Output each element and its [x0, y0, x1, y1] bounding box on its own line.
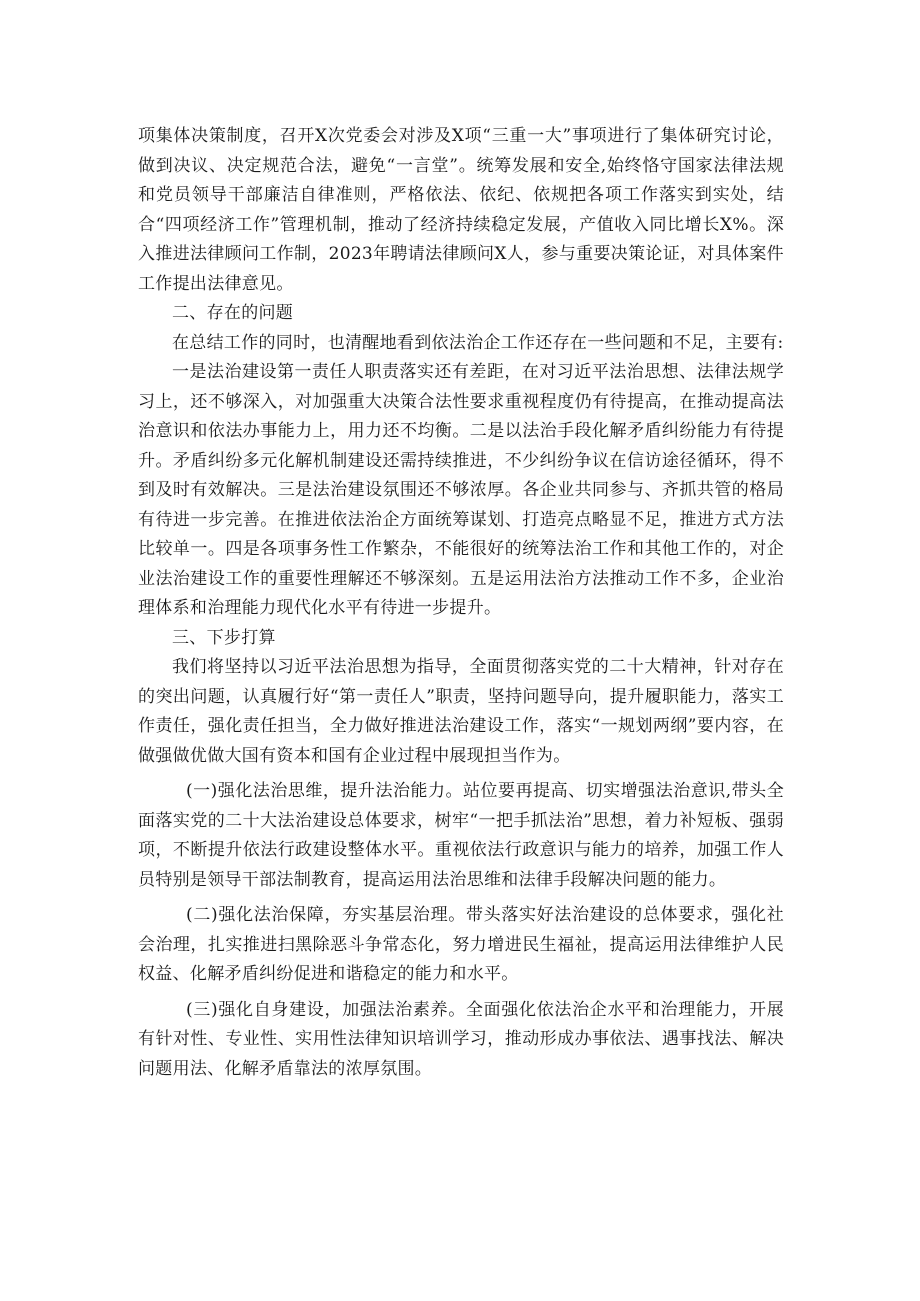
paragraph-problems-intro: 在总结工作的同时，也清醒地看到依法治企工作还存在一些问题和不足，主要有:: [172, 332, 784, 353]
paragraph-intro: 项集体决策制度，召开X次党委会对涉及X项“三重一大”事项进行了集体研究讨论，做到决议、决定规范合法，避免“一言堂”。统筹发展和安全,始终恪守国家法律法规和党员领导干部廉洁自律准则，严格依法、依纪、依规把各项工作落实到实处，结合“四项经济工作”管理机制，推动了经济持续稳定发展，产值收入同比增长X%。深入推进法律顾问工作制，2023年聘请法律顾问X人，参与重要决策论证，对具体案件工作提出法律意见。: [138, 126, 784, 294]
section-heading-problems: 二、存在的问题: [172, 303, 294, 323]
plan-item-1: (一)强化法治思维，提升法治能力。站位要再提高、切实增强法治意识,带头全面落实党的二十大法治建设总体要求，树牢“一把手抓法治”思想，着力补短板、强弱项，不断提升依法行政建设整体水平。重视依法行政意识与能力的培养，加强工作人员特别是领导干部法制教育，提高运用法治思维和法律手段解决问题的能力。: [138, 781, 784, 890]
section-heading-plan: 三、下步打算: [172, 627, 276, 648]
paragraph-problems: 一是法治建设第一责任人职责落实还有差距，在对习近平法治思想、法律法规学习上，还不够深入，对加强重大决策合法性要求重视程度仍有待提高，在推动提高法治意识和依法办事能力上，用力还不均衡。二是以法治手段化解矛盾纠纷能力有待提升。矛盾纠纷多元化解机制建设还需持续推进，不少纠纷争议在信访途径循环，得不到及时有效解决。三是法治建设氛围还不够浓厚。各企业共同参与、齐抓共管的格局有待进一步完善。在推进依法治企方面统筹谋划、打造亮点略显不足，推进方式方法比较单一。四是各项事务性工作繁杂，不能很好的统筹法治工作和其他工作的，对企业法治建设工作的重要性理解还不够深刻。五是运用法治方法推动工作不多，企业治理体系和治理能力现代化水平有待进一步提升。: [138, 362, 784, 618]
paragraph-plan: 我们将坚持以习近平法治思想为指导，全面贯彻落实党的二十大精神，针对存在的突出问题，认真履行好“第一责任人”职责，坚持问题导向，提升履职能力，落实工作责任，强化责任担当，全力做好推进法治建设工作，落实“一规划两纲”要内容，在做强做优做大国有资本和国有企业过程中展现担当作为。: [138, 657, 784, 766]
plan-item-3: (三)强化自身建设，加强法治素养。全面强化依法治企水平和治理能力，开展有针对性、专业性、实用性法律知识培训学习，推动形成办事依法、遇事找法、解决问题用法、化解矛盾靠法的浓厚氛围。: [138, 999, 784, 1079]
plan-item-2: (二)强化法治保障，夯实基层治理。带头落实好法治建设的总体要求，强化社会治理，扎实推进扫黑除恶斗争常态化，努力增进民生福祉，提高运用法律维护人民权益、化解矛盾纠纷促进和谐稳定的能力和水平。: [138, 905, 784, 984]
document-body: [138, 122, 784, 1084]
